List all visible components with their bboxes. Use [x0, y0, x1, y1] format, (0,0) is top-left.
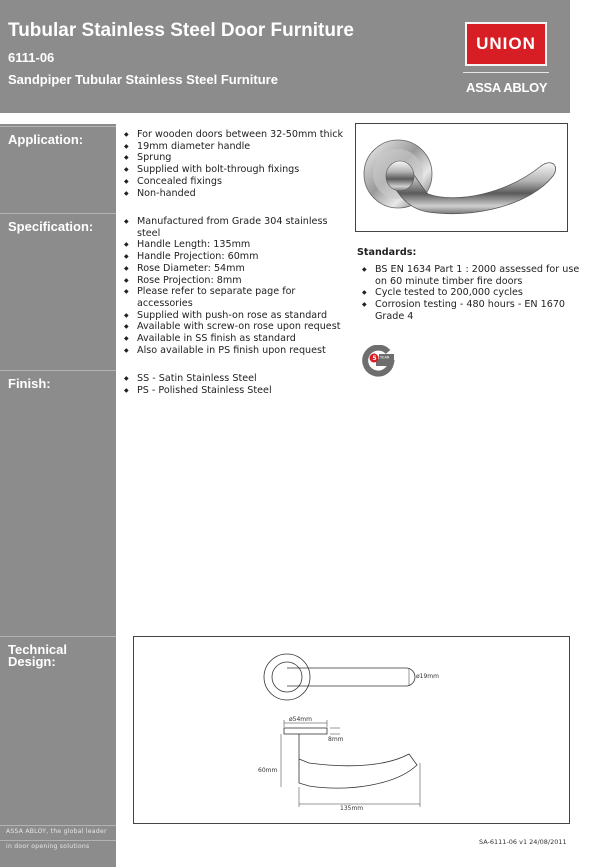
list-item: ◆ Rose Diameter: 54mm [123, 263, 341, 275]
union-logo [465, 22, 547, 66]
list-item: ◆ Supplied with push-on rose as standard [123, 310, 341, 322]
sidebar-divider [0, 840, 116, 841]
application-list [123, 129, 348, 199]
technical-label: Technical [8, 642, 68, 657]
rose-label: ø54mm [289, 716, 312, 723]
list-item: ◆ Sprung [123, 152, 348, 164]
list-item: ◆ For wooden doors between 32-50mm thick [123, 129, 348, 141]
list-item: ◆ Available with screw-on rose upon request [123, 321, 341, 333]
application-label: Application: [8, 132, 84, 147]
list-item: ◆ 19mm diameter handle [123, 141, 348, 153]
page-title: Tubular Stainless Steel Door Furniture [8, 20, 354, 41]
list-item: ◆ Supplied with bolt-through fixings [123, 164, 348, 176]
list-item: ◆ Please refer to separate page for accessories [123, 286, 341, 309]
list-item: ◆ Concealed fixings [123, 176, 348, 188]
list-item: ◆ Handle Length: 135mm [123, 239, 341, 251]
lever-handle-image [356, 124, 567, 231]
specification-label: Specification: [8, 219, 94, 234]
product-subtitle: Sandpiper Tubular Stainless Steel Furniture [8, 72, 278, 87]
list-item: ◆ SS - Satin Stainless Steel [123, 373, 348, 385]
footer-tagline: ASSA ABLOY, the global leader [6, 828, 107, 835]
standards-list [361, 264, 583, 323]
list-item: ◆ Non-handed [123, 188, 348, 200]
list-item: ◆ Rose Projection: 8mm [123, 275, 341, 287]
list-item: ◆ Manufactured from Grade 304 stainless steel [123, 216, 341, 239]
standards-heading: Standards: [357, 247, 417, 258]
finish-label: Finish: [8, 376, 51, 391]
list-item: ◆ Available in SS finish as standard [123, 333, 341, 345]
badge-number: 5 [372, 355, 377, 363]
technical-drawing-svg [134, 637, 569, 823]
sidebar [0, 124, 116, 867]
list-item: ◆ Cycle tested to 200,000 cycles [361, 287, 583, 299]
list-item: ◆ BS EN 1634 Part 1 : 2000 assessed for use on 60 minute timber fire doors [361, 264, 583, 287]
badge-text: YEAR [380, 355, 390, 360]
rose-projection-label: 8mm [328, 736, 344, 743]
product-photo [355, 123, 568, 232]
guarantee-badge [362, 345, 396, 381]
projection-label: 60mm [258, 767, 278, 774]
guarantee-g-icon [362, 345, 396, 377]
sidebar-divider [0, 213, 116, 214]
technical-drawing [133, 636, 570, 824]
assa-abloy-logo: ASSA ABLOY [466, 80, 548, 95]
diameter-label: ø19mm [416, 673, 439, 680]
product-code: 6111-06 [8, 50, 55, 65]
specification-list [123, 216, 341, 356]
sidebar-divider [0, 825, 116, 826]
list-item: ◆ Handle Projection: 60mm [123, 251, 341, 263]
technical-label: Design: [8, 654, 56, 669]
list-item: ◆ Also available in PS finish upon request [123, 345, 341, 357]
footer-tagline: in door opening solutions [6, 843, 90, 850]
length-label: 135mm [340, 805, 364, 812]
union-logo-text: UNION [476, 34, 536, 53]
sidebar-divider [0, 126, 116, 127]
list-item: ◆ PS - Polished Stainless Steel [123, 385, 348, 397]
list-item: ◆ Corrosion testing - 480 hours - EN 1670 Grade 4 [361, 299, 583, 322]
sidebar-divider [0, 370, 116, 371]
logo-divider [463, 72, 549, 73]
header-band [0, 0, 570, 113]
document-reference: SA-6111-06 v1 24/08/2011 [479, 838, 567, 846]
sidebar-divider [0, 636, 116, 637]
finish-list [123, 373, 348, 396]
